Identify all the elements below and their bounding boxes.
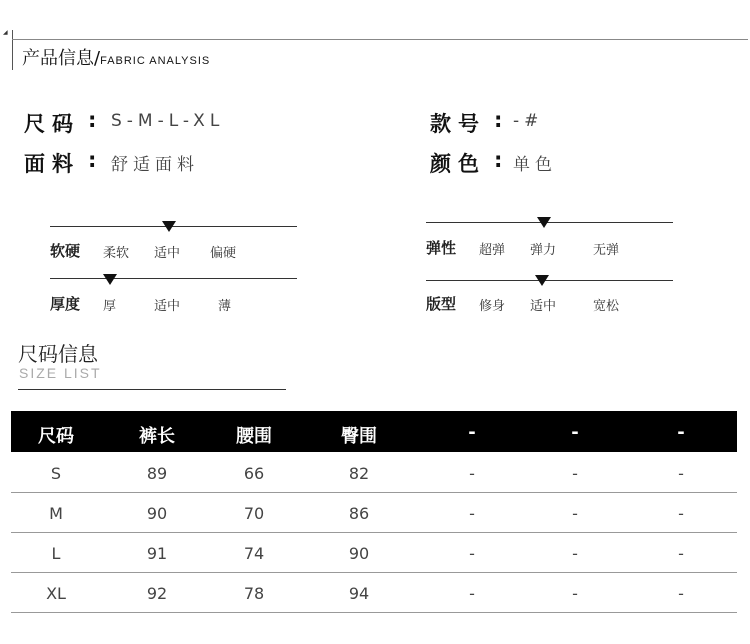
row-divider [11, 612, 737, 613]
table-cell: 70 [243, 504, 265, 523]
table-cell: - [678, 464, 684, 483]
header-horizontal-rule [12, 39, 748, 40]
slider-option: 偏硬 [210, 246, 237, 261]
table-cell: 78 [243, 584, 265, 603]
size-value: S-M-L-XL [111, 111, 225, 131]
slider-label: 弹性 [426, 239, 457, 257]
size-table-header [11, 411, 737, 452]
page-title [22, 44, 210, 70]
table-cell: - [572, 584, 578, 603]
fabric-key: 面料 [24, 152, 80, 176]
column-header: - [677, 422, 685, 443]
slider-option: 薄 [218, 299, 232, 314]
table-cell: 94 [348, 584, 370, 603]
table-cell: - [678, 504, 684, 523]
color-key: 颜色 [430, 152, 486, 176]
table-cell: - [469, 584, 475, 603]
size-colon: : [88, 108, 97, 132]
column-header: - [571, 422, 579, 443]
slider-option: 适中 [154, 246, 181, 261]
table-cell: 82 [348, 464, 370, 483]
slider-option: 弹力 [530, 243, 557, 258]
table-cell: 90 [146, 504, 168, 523]
table-cell: S [50, 464, 62, 483]
table-cell: - [678, 544, 684, 563]
table-cell: - [469, 504, 475, 523]
slider-track [50, 278, 297, 279]
table-cell: L [51, 544, 61, 563]
table-cell: - [572, 544, 578, 563]
slider-option: 宽松 [593, 299, 620, 314]
column-header: 臀围 [341, 426, 377, 447]
column-header: 腰围 [236, 426, 272, 447]
slider-label: 厚度 [50, 295, 81, 313]
table-row [11, 494, 737, 533]
style-value: -# [513, 111, 544, 131]
column-header: 尺码 [38, 426, 74, 447]
size-list-subtitle: SIZE LIST [19, 365, 102, 381]
color-colon: : [494, 148, 503, 172]
slider-option: 修身 [479, 299, 506, 314]
table-cell: 90 [348, 544, 370, 563]
slider-option: 柔软 [103, 246, 130, 261]
table-cell: M [49, 504, 63, 523]
column-header: 裤长 [139, 426, 175, 447]
table-cell: 89 [146, 464, 168, 483]
slider-label: 版型 [426, 295, 457, 313]
size-list-rule [18, 389, 286, 390]
column-header: - [468, 422, 476, 443]
row-divider [11, 572, 737, 573]
row-divider [11, 492, 737, 493]
slider-track [426, 280, 673, 281]
fabric-value: 舒适面料 [111, 155, 199, 175]
table-cell: - [678, 584, 684, 603]
fabric-colon: : [88, 148, 97, 172]
slider-marker-icon [535, 275, 549, 286]
corner-mark: ◢ [3, 29, 8, 36]
slider-marker-icon [103, 274, 117, 285]
slider-option: 适中 [530, 299, 557, 314]
size-list-title: 尺码信息 [18, 342, 98, 366]
color-value: 单色 [513, 155, 557, 175]
row-divider [11, 532, 737, 533]
table-row [11, 574, 737, 613]
table-row [11, 534, 737, 573]
style-colon: : [494, 108, 503, 132]
table-cell: 74 [243, 544, 265, 563]
table-cell: 86 [348, 504, 370, 523]
table-cell: - [469, 544, 475, 563]
slider-label: 软硬 [50, 242, 81, 260]
table-cell: - [469, 464, 475, 483]
table-cell: XL [46, 584, 66, 603]
table-cell: 66 [243, 464, 265, 483]
slider-option: 超弹 [479, 243, 506, 258]
table-cell: - [572, 504, 578, 523]
slider-option: 无弹 [593, 243, 620, 258]
style-key: 款号 [430, 112, 486, 136]
table-cell: 92 [146, 584, 168, 603]
page-title-cn: 产品信息/ [22, 48, 101, 69]
table-cell: - [572, 464, 578, 483]
slider-marker-icon [162, 221, 176, 232]
slider-option: 厚 [103, 299, 117, 314]
slider-marker-icon [537, 217, 551, 228]
size-key: 尺码 [24, 112, 80, 136]
slider-option: 适中 [154, 299, 181, 314]
table-cell: 91 [146, 544, 168, 563]
header-vertical-rule [12, 30, 13, 70]
table-row [11, 454, 737, 493]
page-title-en: FABRIC ANALYSIS [100, 55, 211, 67]
